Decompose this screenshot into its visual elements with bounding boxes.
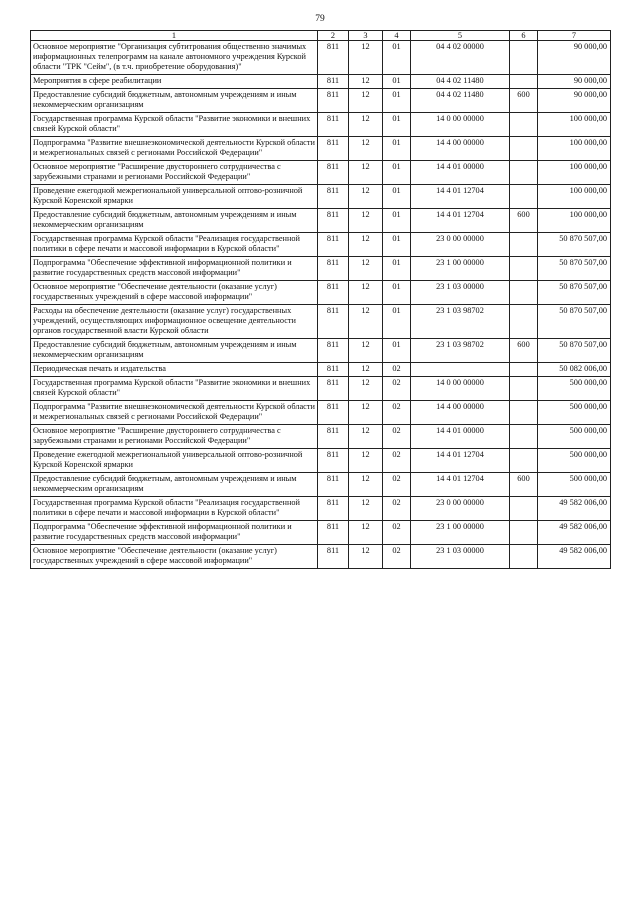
- row-gr-cell: 811: [318, 161, 349, 185]
- row-sum-cell: 500 000,00: [538, 473, 611, 497]
- row-vr-cell: [510, 137, 538, 161]
- row-sum-cell: 50 870 507,00: [538, 233, 611, 257]
- row-csr-cell: 14 4 00 00000: [411, 137, 510, 161]
- table-row: [31, 497, 611, 521]
- row-sum-cell: 49 582 006,00: [538, 521, 611, 545]
- row-sum-cell: 90 000,00: [538, 89, 611, 113]
- header-cell: 2: [318, 31, 349, 41]
- header-cell: 5: [411, 31, 510, 41]
- row-name-cell: Государственная программа Курской области "Реализация государственной политики в сфере печати и массовой информации в Курской области": [31, 497, 318, 521]
- table-row: [31, 257, 611, 281]
- row-gr-cell: 811: [318, 449, 349, 473]
- row-sum-cell: 100 000,00: [538, 185, 611, 209]
- row-vr-cell: 600: [510, 473, 538, 497]
- row-name-cell: Расходы на обеспечение деятельности (оказание услуг) государственных учреждений, осуществляющих информационное освещение деятельности органов государственной власти Курской области: [31, 305, 318, 339]
- row-gr-cell: 811: [318, 281, 349, 305]
- row-vr-cell: [510, 233, 538, 257]
- row-rz-cell: 12: [349, 305, 383, 339]
- row-name-cell: Основное мероприятие "Организация субтитрования общественно значимых информационных телепрограмм на канале автономного учреждения Курской области "ТРК "Сейм", (в т.ч. приобретение оборудования)": [31, 41, 318, 75]
- row-pr-cell: 02: [383, 401, 411, 425]
- row-pr-cell: 02: [383, 497, 411, 521]
- table-row: [31, 425, 611, 449]
- row-sum-cell: 500 000,00: [538, 401, 611, 425]
- row-rz-cell: 12: [349, 41, 383, 75]
- row-pr-cell: 01: [383, 339, 411, 363]
- row-vr-cell: [510, 281, 538, 305]
- row-vr-cell: [510, 521, 538, 545]
- row-sum-cell: 50 082 006,00: [538, 363, 611, 377]
- row-gr-cell: 811: [318, 545, 349, 569]
- row-gr-cell: 811: [318, 401, 349, 425]
- row-sum-cell: 50 870 507,00: [538, 305, 611, 339]
- row-pr-cell: 01: [383, 281, 411, 305]
- row-sum-cell: 100 000,00: [538, 161, 611, 185]
- row-rz-cell: 12: [349, 363, 383, 377]
- table-row: [31, 233, 611, 257]
- row-sum-cell: 50 870 507,00: [538, 339, 611, 363]
- row-pr-cell: 01: [383, 185, 411, 209]
- row-name-cell: Проведение ежегодной межрегиональной универсальной оптово-розничной Курской Коренской ярмарки: [31, 185, 318, 209]
- row-csr-cell: 23 1 00 00000: [411, 521, 510, 545]
- row-sum-cell: 49 582 006,00: [538, 497, 611, 521]
- row-pr-cell: 01: [383, 161, 411, 185]
- row-sum-cell: 90 000,00: [538, 41, 611, 75]
- row-pr-cell: 01: [383, 137, 411, 161]
- row-name-cell: Предоставление субсидий бюджетным, автономным учреждениям и иным некоммерческим организациям: [31, 473, 318, 497]
- row-vr-cell: 600: [510, 89, 538, 113]
- row-vr-cell: [510, 449, 538, 473]
- row-csr-cell: 14 4 01 00000: [411, 161, 510, 185]
- row-vr-cell: [510, 377, 538, 401]
- table-row: [31, 545, 611, 569]
- row-rz-cell: 12: [349, 161, 383, 185]
- row-name-cell: Подпрограмма "Обеспечение эффективной информационной политики и развитие государственных средств массовой информации": [31, 521, 318, 545]
- row-vr-cell: 600: [510, 339, 538, 363]
- row-pr-cell: 02: [383, 449, 411, 473]
- row-rz-cell: 12: [349, 137, 383, 161]
- row-sum-cell: 50 870 507,00: [538, 281, 611, 305]
- table-row: [31, 41, 611, 75]
- row-pr-cell: 01: [383, 209, 411, 233]
- row-rz-cell: 12: [349, 449, 383, 473]
- row-gr-cell: 811: [318, 305, 349, 339]
- row-pr-cell: 02: [383, 473, 411, 497]
- row-pr-cell: 01: [383, 41, 411, 75]
- table-row: [31, 339, 611, 363]
- row-rz-cell: 12: [349, 281, 383, 305]
- row-gr-cell: 811: [318, 41, 349, 75]
- table-row: [31, 161, 611, 185]
- row-gr-cell: 811: [318, 473, 349, 497]
- row-pr-cell: 02: [383, 425, 411, 449]
- row-rz-cell: 12: [349, 209, 383, 233]
- row-rz-cell: 12: [349, 377, 383, 401]
- row-vr-cell: [510, 545, 538, 569]
- row-rz-cell: 12: [349, 257, 383, 281]
- row-name-cell: Предоставление субсидий бюджетным, автономным учреждениям и иным некоммерческим организациям: [31, 89, 318, 113]
- table-row: [31, 75, 611, 89]
- row-vr-cell: [510, 425, 538, 449]
- row-sum-cell: 500 000,00: [538, 377, 611, 401]
- header-cell: 4: [383, 31, 411, 41]
- row-csr-cell: 14 4 01 12704: [411, 449, 510, 473]
- row-vr-cell: [510, 305, 538, 339]
- row-csr-cell: 23 1 03 00000: [411, 281, 510, 305]
- row-name-cell: Подпрограмма "Обеспечение эффективной информационной политики и развитие государственных средств массовой информации": [31, 257, 318, 281]
- row-csr-cell: 04 4 02 00000: [411, 41, 510, 75]
- row-pr-cell: 02: [383, 521, 411, 545]
- table-row: [31, 363, 611, 377]
- row-gr-cell: 811: [318, 209, 349, 233]
- row-gr-cell: 811: [318, 377, 349, 401]
- row-vr-cell: [510, 161, 538, 185]
- row-name-cell: Подпрограмма "Развитие внешнеэкономической деятельности Курской области и межрегиональных связей с регионами Российской Федерации": [31, 401, 318, 425]
- table-row: [31, 185, 611, 209]
- row-gr-cell: 811: [318, 233, 349, 257]
- row-vr-cell: [510, 497, 538, 521]
- row-pr-cell: 01: [383, 257, 411, 281]
- row-pr-cell: 01: [383, 113, 411, 137]
- row-vr-cell: [510, 41, 538, 75]
- row-pr-cell: 02: [383, 545, 411, 569]
- row-sum-cell: 49 582 006,00: [538, 545, 611, 569]
- row-sum-cell: 500 000,00: [538, 449, 611, 473]
- row-csr-cell: [411, 363, 510, 377]
- row-csr-cell: 14 0 00 00000: [411, 113, 510, 137]
- table-row: [31, 209, 611, 233]
- row-vr-cell: [510, 75, 538, 89]
- table-row: [31, 113, 611, 137]
- row-gr-cell: 811: [318, 89, 349, 113]
- row-rz-cell: 12: [349, 233, 383, 257]
- row-sum-cell: 50 870 507,00: [538, 257, 611, 281]
- row-vr-cell: [510, 113, 538, 137]
- table-row: [31, 473, 611, 497]
- row-pr-cell: 02: [383, 363, 411, 377]
- row-name-cell: Государственная программа Курской области "Реализация государственной политики в сфере печати и массовой информации в Курской области": [31, 233, 318, 257]
- row-rz-cell: 12: [349, 521, 383, 545]
- row-pr-cell: 01: [383, 75, 411, 89]
- table-row: [31, 401, 611, 425]
- row-sum-cell: 100 000,00: [538, 113, 611, 137]
- table-row: [31, 521, 611, 545]
- row-name-cell: Предоставление субсидий бюджетным, автономным учреждениям и иным некоммерческим организациям: [31, 209, 318, 233]
- row-name-cell: Государственная программа Курской области "Развитие экономики и внешних связей Курской области": [31, 377, 318, 401]
- row-gr-cell: 811: [318, 425, 349, 449]
- row-csr-cell: 14 4 01 12704: [411, 473, 510, 497]
- header-cell: 3: [349, 31, 383, 41]
- row-name-cell: Подпрограмма "Развитие внешнеэкономической деятельности Курской области и межрегиональных связей с регионами Российской Федерации": [31, 137, 318, 161]
- row-name-cell: Государственная программа Курской области "Развитие экономики и внешних связей Курской области": [31, 113, 318, 137]
- table-row: [31, 377, 611, 401]
- row-rz-cell: 12: [349, 113, 383, 137]
- table-row: [31, 137, 611, 161]
- row-gr-cell: 811: [318, 257, 349, 281]
- row-gr-cell: 811: [318, 113, 349, 137]
- row-csr-cell: 14 0 00 00000: [411, 377, 510, 401]
- header-cell: 7: [538, 31, 611, 41]
- row-name-cell: Проведение ежегодной межрегиональной универсальной оптово-розничной Курской Коренской ярмарки: [31, 449, 318, 473]
- row-gr-cell: 811: [318, 75, 349, 89]
- row-csr-cell: 14 4 00 00000: [411, 401, 510, 425]
- row-vr-cell: 600: [510, 209, 538, 233]
- row-csr-cell: 23 1 03 98702: [411, 339, 510, 363]
- row-sum-cell: 100 000,00: [538, 209, 611, 233]
- row-sum-cell: 90 000,00: [538, 75, 611, 89]
- row-rz-cell: 12: [349, 473, 383, 497]
- row-gr-cell: 811: [318, 339, 349, 363]
- row-sum-cell: 100 000,00: [538, 137, 611, 161]
- header-cell: 6: [510, 31, 538, 41]
- row-vr-cell: [510, 185, 538, 209]
- row-name-cell: Основное мероприятие "Расширение двустороннего сотрудничества с зарубежными странами и регионами Российской Федерации": [31, 161, 318, 185]
- row-name-cell: Мероприятия в сфере реабилитации: [31, 75, 318, 89]
- row-rz-cell: 12: [349, 425, 383, 449]
- table-row: [31, 449, 611, 473]
- header-cell: 1: [31, 31, 318, 41]
- row-csr-cell: 23 0 00 00000: [411, 497, 510, 521]
- table-row: [31, 305, 611, 339]
- row-pr-cell: 01: [383, 233, 411, 257]
- row-name-cell: Основное мероприятие "Расширение двустороннего сотрудничества с зарубежными странами и регионами Российской Федерации": [31, 425, 318, 449]
- table-header-row: [31, 31, 611, 41]
- row-csr-cell: 04 4 02 11480: [411, 89, 510, 113]
- row-rz-cell: 12: [349, 545, 383, 569]
- row-csr-cell: 04 4 02 11480: [411, 75, 510, 89]
- row-pr-cell: 01: [383, 89, 411, 113]
- row-name-cell: Основное мероприятие "Обеспечение деятельности (оказание услуг) государственных учреждений в сфере массовой информации": [31, 545, 318, 569]
- row-gr-cell: 811: [318, 497, 349, 521]
- row-csr-cell: 14 4 01 12704: [411, 209, 510, 233]
- row-rz-cell: 12: [349, 401, 383, 425]
- page-number: 79: [315, 14, 325, 24]
- row-csr-cell: 23 1 00 00000: [411, 257, 510, 281]
- row-csr-cell: 23 1 03 00000: [411, 545, 510, 569]
- row-gr-cell: 811: [318, 137, 349, 161]
- row-gr-cell: 811: [318, 363, 349, 377]
- row-gr-cell: 811: [318, 185, 349, 209]
- row-pr-cell: 02: [383, 377, 411, 401]
- table-row: [31, 89, 611, 113]
- table-row: [31, 281, 611, 305]
- row-rz-cell: 12: [349, 89, 383, 113]
- row-vr-cell: [510, 401, 538, 425]
- row-csr-cell: 23 1 03 98702: [411, 305, 510, 339]
- budget-table: [30, 30, 611, 569]
- row-gr-cell: 811: [318, 521, 349, 545]
- row-csr-cell: 14 4 01 12704: [411, 185, 510, 209]
- row-csr-cell: 14 4 01 00000: [411, 425, 510, 449]
- row-sum-cell: 500 000,00: [538, 425, 611, 449]
- row-rz-cell: 12: [349, 339, 383, 363]
- row-vr-cell: [510, 257, 538, 281]
- row-rz-cell: 12: [349, 497, 383, 521]
- row-name-cell: Периодическая печать и издательства: [31, 363, 318, 377]
- row-csr-cell: 23 0 00 00000: [411, 233, 510, 257]
- row-rz-cell: 12: [349, 185, 383, 209]
- row-name-cell: Основное мероприятие "Обеспечение деятельности (оказание услуг) государственных учреждений в сфере массовой информации": [31, 281, 318, 305]
- row-name-cell: Предоставление субсидий бюджетным, автономным учреждениям и иным некоммерческим организациям: [31, 339, 318, 363]
- row-rz-cell: 12: [349, 75, 383, 89]
- row-vr-cell: [510, 363, 538, 377]
- row-pr-cell: 01: [383, 305, 411, 339]
